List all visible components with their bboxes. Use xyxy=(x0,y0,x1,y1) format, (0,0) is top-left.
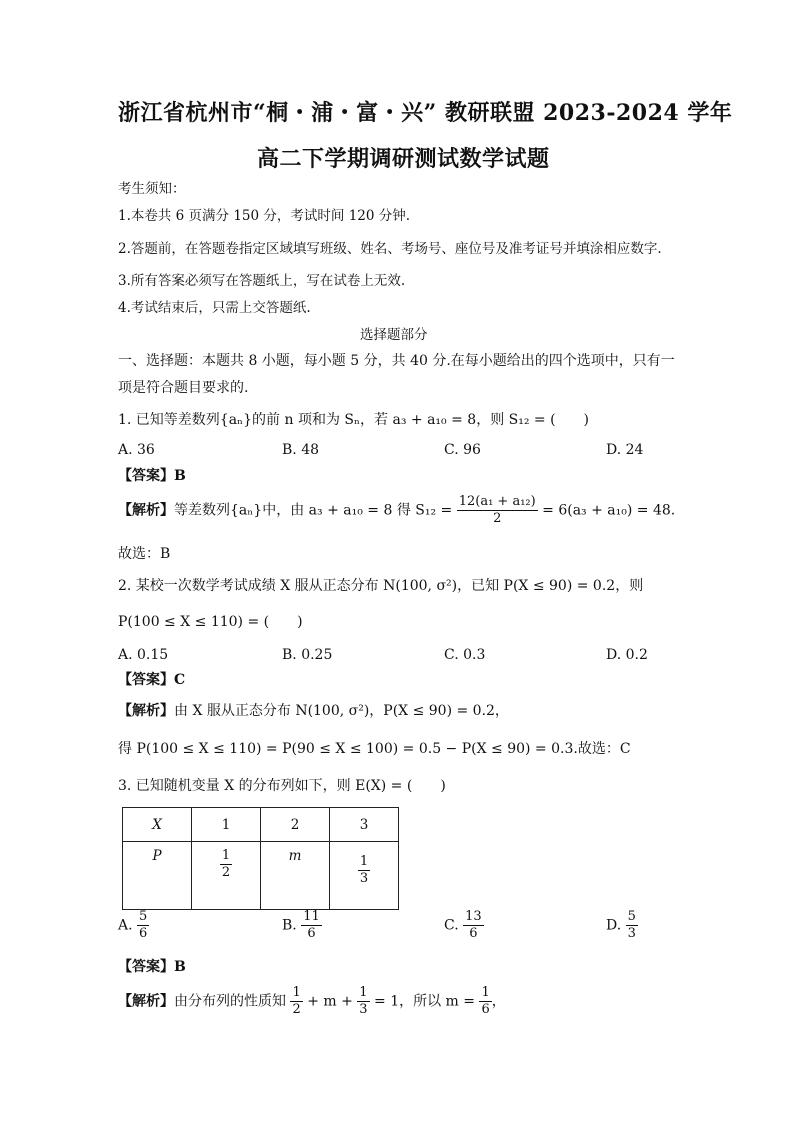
q3-analysis xyxy=(118,985,506,1018)
q1-analysis-text-a: 等差数列{aₙ}中，由 a₃ + a₁₀ = 8 得 S₁₂ = xyxy=(174,502,453,519)
question-3-text: 3. 已知随机变量 X 的分布列如下，则 E(X) = ( ) xyxy=(118,778,446,794)
title-line-2: 高二下学期调研测试数学试题 xyxy=(257,146,550,172)
p1-numerator: 1 xyxy=(221,848,231,863)
q3-option-d-den: 3 xyxy=(627,926,636,941)
q1-answer: 【答案】B xyxy=(118,468,186,484)
q3-answer: 【答案】B xyxy=(118,959,186,975)
table-cell: X xyxy=(123,808,192,842)
table-cell: m xyxy=(261,842,330,910)
notice-item-1: 1.本卷共 6 页满分 150 分，考试时间 120 分钟. xyxy=(118,208,411,224)
q3-option-b-label: B. xyxy=(282,917,297,934)
q1-option-a: A. 36 xyxy=(118,442,155,458)
q3-option-d xyxy=(606,909,638,942)
q2-analysis-2: 得 P(100 ≤ X ≤ 110) = P(90 ≤ X ≤ 100) = 0.5 − P(X ≤ 90) = 0.3.故选：C xyxy=(118,741,631,757)
question-2-text-2: P(100 ≤ X ≤ 110) = ( ) xyxy=(118,614,303,630)
table-row xyxy=(123,808,399,842)
q3-option-a xyxy=(118,909,149,942)
notice-item-3: 3.所有答案必须写在答题纸上，写在试卷上无效. xyxy=(118,273,406,289)
q3-analysis-text: 由分布列的性质知 xyxy=(174,993,286,1010)
q1-conclusion: 故选：B xyxy=(118,546,171,562)
p3-denominator: 3 xyxy=(359,871,369,886)
p3-numerator: 1 xyxy=(359,854,369,869)
q3-fraction-3 xyxy=(479,985,491,1018)
table-row xyxy=(123,842,399,910)
q3-fraction-2 xyxy=(357,985,369,1018)
q2-answer: 【答案】C xyxy=(118,672,186,688)
q3-f3-num: 1 xyxy=(481,985,490,1000)
q3-option-a-label: A. xyxy=(118,917,133,934)
q3-option-b-fraction xyxy=(301,909,322,942)
q1-analysis xyxy=(118,494,675,527)
q3-option-b-den: 6 xyxy=(307,926,316,941)
q3-f2-num: 1 xyxy=(359,985,368,1000)
q2-analysis-text-1: 由 X 服从正态分布 N(100, σ²)，P(X ≤ 90) = 0.2， xyxy=(174,703,509,719)
q2-analysis-label: 【解析】 xyxy=(118,703,174,719)
q2-analysis-1 xyxy=(118,702,509,720)
q3-option-b-num: 11 xyxy=(303,909,320,924)
q2-option-a: A. 0.15 xyxy=(118,647,169,663)
q3-equation: = 1，所以 m = xyxy=(374,993,476,1010)
q2-option-c: C. 0.3 xyxy=(444,647,486,663)
q2-option-d: D. 0.2 xyxy=(606,647,648,663)
notice-heading: 考生须知： xyxy=(118,181,186,197)
notice-item-4: 4.考试结束后，只需上交答题纸. xyxy=(118,300,311,316)
notice-item-2: 2.答题前，在答题卷指定区域填写班级、姓名、考场号、座位号及准考证号并填涂相应数字. xyxy=(118,241,662,257)
q3-f2-den: 3 xyxy=(359,1002,368,1017)
q3-option-c-label: C. xyxy=(444,917,459,934)
q3-option-c-fraction xyxy=(463,909,484,942)
table-cell: 3 xyxy=(330,808,399,842)
q3-option-c-den: 6 xyxy=(469,926,478,941)
q1-analysis-label: 【解析】 xyxy=(118,502,174,519)
q3-option-d-fraction xyxy=(626,909,638,942)
q3-option-a-fraction xyxy=(137,909,149,942)
q3-plus-m: + m + xyxy=(307,993,353,1010)
q1-option-c: C. 96 xyxy=(444,442,481,458)
q1-option-b: B. 48 xyxy=(282,442,320,458)
table-cell xyxy=(330,842,399,910)
q1-analysis-text-b: = 6(a₃ + a₁₀) = 48. xyxy=(542,502,676,519)
table-cell: 2 xyxy=(261,808,330,842)
q1-fraction-denominator: 2 xyxy=(493,511,502,526)
q1-option-d: D. 24 xyxy=(606,442,644,458)
q3-f3-den: 6 xyxy=(481,1002,490,1017)
q1-fraction-numerator: 12(a₁ + a₁₂) xyxy=(458,494,536,509)
distribution-table xyxy=(122,807,399,910)
q3-option-a-den: 6 xyxy=(139,926,148,941)
p3-fraction xyxy=(358,854,370,887)
q3-option-a-num: 5 xyxy=(139,909,148,924)
section-title: 选择题部分 xyxy=(360,327,428,343)
title-line-1: 浙江省杭州市“桐・浦・富・兴” 教研联盟 2023-2024 学年 xyxy=(118,100,733,126)
q3-option-b xyxy=(282,909,322,942)
q3-tail: ， xyxy=(491,993,506,1010)
table-cell xyxy=(192,842,261,910)
question-1-text: 1. 已知等差数列{aₙ}的前 n 项和为 Sₙ，若 a₃ + a₁₀ = 8，则 S₁₂ = ( ) xyxy=(118,412,590,428)
q3-option-c xyxy=(444,909,484,942)
q3-analysis-label: 【解析】 xyxy=(118,993,174,1010)
q3-f1-den: 2 xyxy=(292,1002,301,1017)
section-intro-line-1: 一、选择题：本题共 8 小题，每小题 5 分，共 40 分.在每小题给出的四个选项中，只有一 xyxy=(118,353,675,369)
p1-denominator: 2 xyxy=(221,865,231,880)
q1-analysis-fraction xyxy=(457,494,538,527)
p1-fraction xyxy=(220,848,232,881)
q3-option-d-num: 5 xyxy=(627,909,636,924)
q2-option-b: B. 0.25 xyxy=(282,647,333,663)
q3-option-d-label: D. xyxy=(606,917,622,934)
q3-option-c-num: 13 xyxy=(465,909,482,924)
q3-f1-num: 1 xyxy=(292,985,301,1000)
section-intro-line-2: 项是符合题目要求的. xyxy=(118,380,249,396)
table-cell: 1 xyxy=(192,808,261,842)
question-2-text: 2. 某校一次数学考试成绩 X 服从正态分布 N(100, σ²)，已知 P(X ≤ 90) = 0.2，则 xyxy=(118,578,644,594)
table-cell: P xyxy=(123,842,192,910)
q3-fraction-1 xyxy=(290,985,302,1018)
